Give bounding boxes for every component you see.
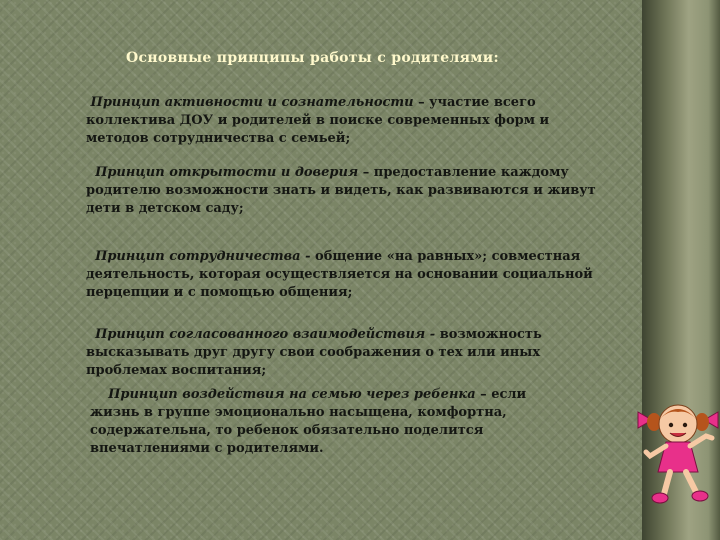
principle-text: – если жизнь в группе эмоционально насыщена, комфортна, содержательна, то ребенок обязательно поделится впечатлениями с родителями.	[90, 387, 527, 456]
principle-text: – участие всего коллектива ДОУ и родителей в поиске современных форм и методов сотрудничества с семьей;	[86, 95, 550, 146]
principle-cooperation	[86, 248, 616, 302]
principle-interaction	[86, 326, 616, 380]
principle-influence	[90, 386, 570, 458]
principle-lead: Принцип согласованного взаимодействия -	[95, 327, 436, 342]
principle-openness	[86, 164, 616, 218]
principle-text: общение «на равных»; совместная деятельность, которая осуществляется на основании социальной перцепции и с помощью общения;	[86, 249, 593, 300]
principle-lead: Принцип активности и сознательности	[90, 95, 414, 110]
principle-text: – предоставление каждому родителю возможности знать и видеть, как развиваются и живут дети в детском саду;	[86, 165, 596, 216]
principle-activity	[86, 94, 616, 148]
slide-title: Основные принципы работы с родителями:	[126, 50, 499, 66]
principle-lead: Принцип воздействия на семью через ребенка	[108, 387, 476, 402]
cartoon-girl-icon	[632, 398, 720, 510]
principle-lead: Принцип открытости и доверия	[95, 165, 359, 180]
principle-text: возможность высказывать друг другу свои соображения о тех или иных проблемах воспитания;	[86, 327, 542, 378]
principle-lead: Принцип сотрудничества -	[95, 249, 311, 264]
